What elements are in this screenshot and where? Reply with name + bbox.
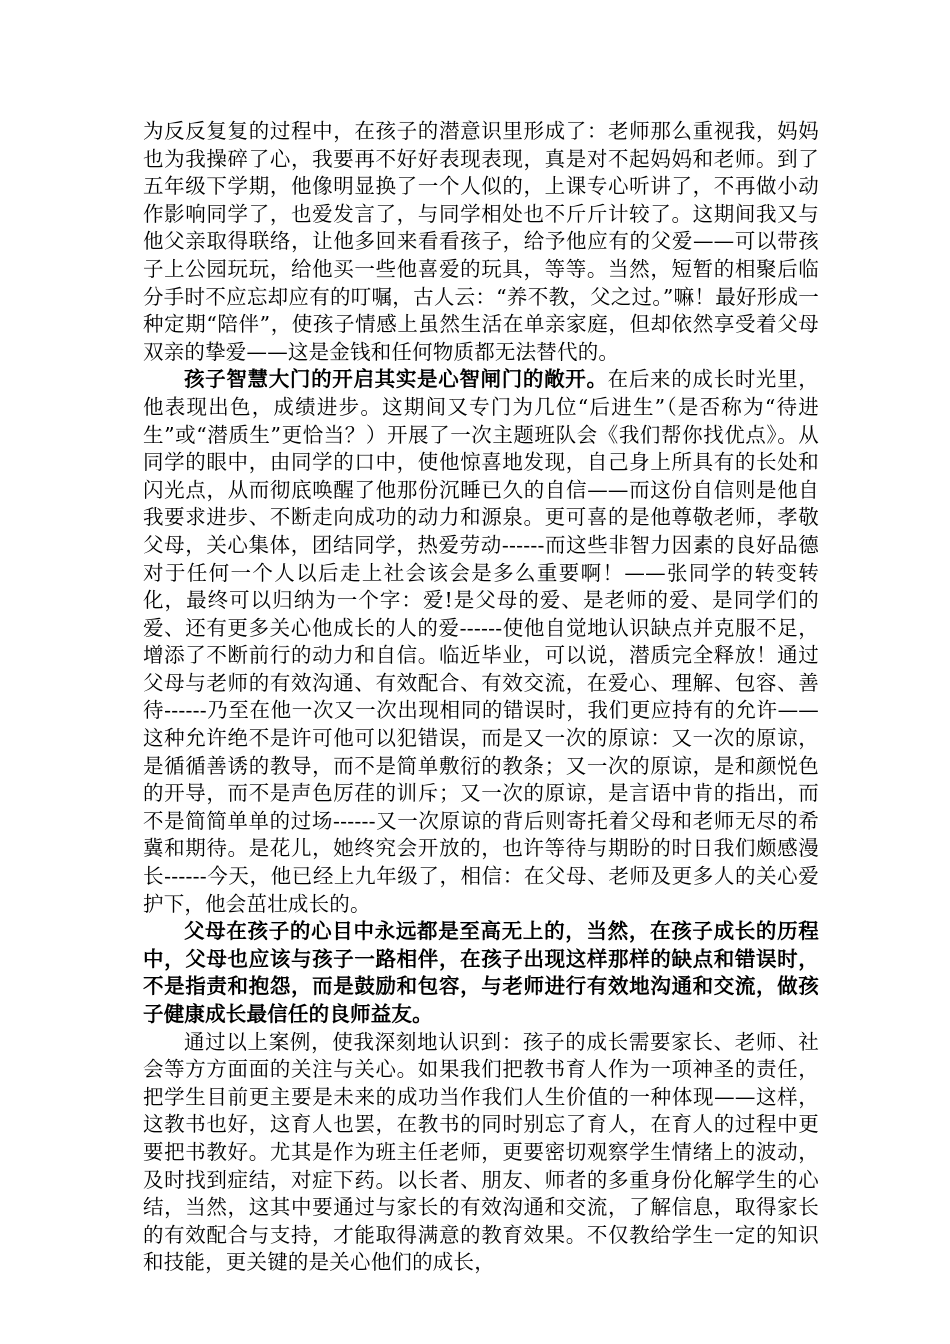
paragraph-2-lead: 孩子智慧大门的开启其实是心智闸门的敞开。 [184,367,608,392]
paragraph-4 [143,1029,819,1277]
document-page [143,118,819,1277]
paragraph-1 [143,118,819,366]
paragraph-3 [143,918,819,1028]
paragraph-4-text: 通过以上案例，使我深刻地认识到：孩子的成长需要家长、老师、社会等方方面面的关注与关心。如果我们把教书育人作为一项神圣的责任，把学生目前更主要是未来的成功当作我们人生价值的一种体现——这样，这教书也好，这育人也罢，在教书的同时别忘了育人，在育人的过程中更要把书教好。尤其是作为班主任老师，更要密切观察学生情绪上的波动，及时找到症结，对症下药。以长者、朋友、师者的多重身份化解学生的心结，当然，这其中要通过与家长的有效沟通和交流，了解信息，取得家长的有效配合与支持，才能取得满意的教育效果。不仅教给学生一定的知识和技能，更关键的是关心他们的成长， [143,1029,819,1275]
paragraph-2-text: 在后来的成长时光里，他表现出色，成绩进步。这期间又专门为几位“后进生”（是否称为“待进生”或“潜质生”更恰当？）开展了一次主题班队会《我们帮你找优点》。从同学的眼中，由同学的口中，使他惊喜地发现，自己身上所具有的长处和闪光点，从而彻底唤醒了他那份沉睡已久的自信——而这份自信则是他自我要求进步、不断走向成功的动力和源泉。更可喜的是他尊敬老师，孝敬父母，关心集体，团结同学，热爱劳动------而这些非智力因素的良好品德对于任何一个人以后走上社会该会是多么重要啊！——张同学的转变转化，最终可以归纳为一个字：爱!是父母的爱、是老师的爱、是同学们的爱、还有更多关心他成长的人的爱------使他自觉地认识缺点并克服不足，增添了不断前行的动力和自信。临近毕业，可以说，潜质完全释放！通过父母与老师的有效沟通、有效配合、有效交流，在爱心、理解、包容、善待------乃至在他一次又一次出现相同的错误时，我们更应持有的允许——这种允许绝不是许可他可以犯错误，而是又一次的原谅：又一次的原谅，是循循善诱的教导，而不是简单敷衍的教条；又一次的原谅，是和颜悦色的开导，而不是声色厉荏的训斥；又一次的原谅，是言语中肯的指出，而不是简简单单的过场------又一次原谅的背后则寄托着父母和老师无尽的希冀和期待。是花儿，她终究会开放的，也许等待与期盼的时日我们颇感漫长------今天，他已经上九年级了，相信：在父母、老师及更多人的关心爱护下，他会茁壮成长的。 [143,367,820,916]
paragraph-3-lead: 父母在孩子的心目中永远都是至高无上的，当然，在孩子成长的历程中，父母也应该与孩子一路相伴，在孩子出现这样那样的缺点和错误时，不是指责和抱怨，而是鼓励和包容，与老师进行有效地沟通和交流，做孩子健康成长最信任的良师益友。 [143,919,819,1026]
paragraph-1-text: 为反反复复的过程中，在孩子的潜意识里形成了：老师那么重视我，妈妈也为我操碎了心，我要再不好好表现表现，真是对不起妈妈和老师。到了五年级下学期，他像明显换了一个人似的，上课专心听讲了，不再做小动作影响同学了，也爱发言了，与同学相处也不斤斤计较了。这期间我又与他父亲取得联络，让他多回来看看孩子，给予他应有的父爱——可以带孩子上公园玩玩，给他买一些他喜爱的玩具，等等。当然，短暂的相聚后临分手时不应忘却应有的叮嘱，古人云：“养不教，父之过。”嘛！最好形成一种定期“陪伴”，使孩子情感上虽然生活在单亲家庭，但却依然享受着父母双亲的挚爱——这是金钱和任何物质都无法替代的。 [143,119,819,364]
paragraph-2 [143,366,819,918]
